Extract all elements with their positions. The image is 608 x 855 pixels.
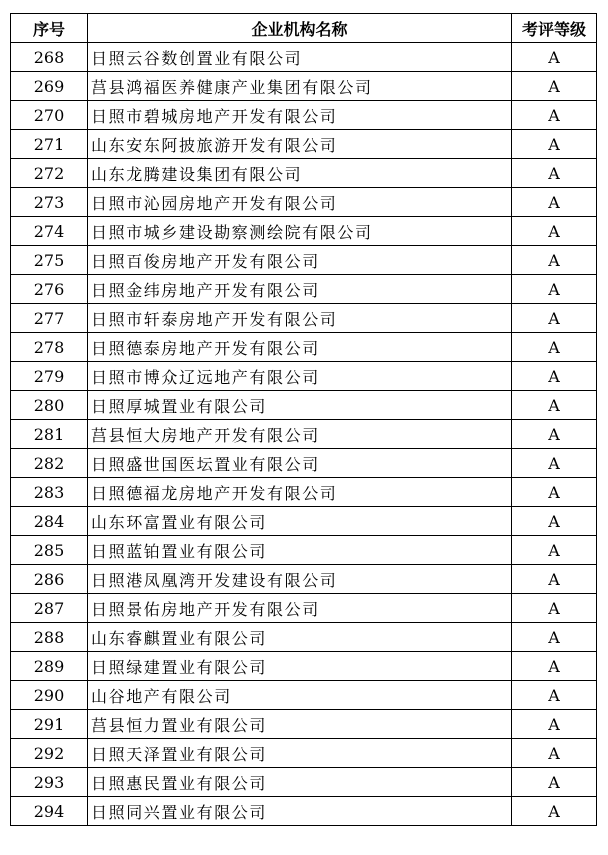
row-serial-number: 294 xyxy=(11,797,88,826)
row-rating-grade: A xyxy=(512,72,597,101)
row-enterprise-name: 山东环富置业有限公司 xyxy=(88,507,512,536)
table-row xyxy=(11,797,597,826)
row-serial-number: 268 xyxy=(11,43,88,72)
table-row xyxy=(11,246,597,275)
row-rating-grade: A xyxy=(512,623,597,652)
row-rating-grade: A xyxy=(512,362,597,391)
row-rating-grade: A xyxy=(512,652,597,681)
table-row xyxy=(11,507,597,536)
table-row xyxy=(11,594,597,623)
row-enterprise-name: 山谷地产有限公司 xyxy=(88,681,512,710)
row-rating-grade: A xyxy=(512,768,597,797)
row-enterprise-name: 日照港凤凰湾开发建设有限公司 xyxy=(88,565,512,594)
row-enterprise-name: 日照金纬房地产开发有限公司 xyxy=(88,275,512,304)
row-serial-number: 282 xyxy=(11,449,88,478)
table-row xyxy=(11,565,597,594)
row-rating-grade: A xyxy=(512,275,597,304)
row-serial-number: 273 xyxy=(11,188,88,217)
row-serial-number: 276 xyxy=(11,275,88,304)
row-enterprise-name: 日照惠民置业有限公司 xyxy=(88,768,512,797)
row-rating-grade: A xyxy=(512,681,597,710)
row-serial-number: 272 xyxy=(11,159,88,188)
row-serial-number: 277 xyxy=(11,304,88,333)
row-rating-grade: A xyxy=(512,246,597,275)
row-enterprise-name: 莒县恒力置业有限公司 xyxy=(88,710,512,739)
table-row xyxy=(11,43,597,72)
row-serial-number: 274 xyxy=(11,217,88,246)
row-rating-grade: A xyxy=(512,101,597,130)
row-serial-number: 283 xyxy=(11,478,88,507)
table-row xyxy=(11,275,597,304)
row-serial-number: 289 xyxy=(11,652,88,681)
table-row xyxy=(11,159,597,188)
row-enterprise-name: 日照绿建置业有限公司 xyxy=(88,652,512,681)
row-serial-number: 280 xyxy=(11,391,88,420)
table-row xyxy=(11,623,597,652)
table-row xyxy=(11,130,597,159)
row-rating-grade: A xyxy=(512,130,597,159)
row-rating-grade: A xyxy=(512,739,597,768)
row-rating-grade: A xyxy=(512,507,597,536)
row-rating-grade: A xyxy=(512,420,597,449)
row-enterprise-name: 日照市博众辽远地产有限公司 xyxy=(88,362,512,391)
row-enterprise-name: 日照蓝铂置业有限公司 xyxy=(88,536,512,565)
row-serial-number: 269 xyxy=(11,72,88,101)
row-enterprise-name: 山东睿麒置业有限公司 xyxy=(88,623,512,652)
row-enterprise-name: 山东安东阿披旅游开发有限公司 xyxy=(88,130,512,159)
row-serial-number: 293 xyxy=(11,768,88,797)
row-serial-number: 270 xyxy=(11,101,88,130)
table-row xyxy=(11,72,597,101)
header-enterprise-name: 企业机构名称 xyxy=(88,14,512,43)
row-enterprise-name: 日照市碧城房地产开发有限公司 xyxy=(88,101,512,130)
table-row xyxy=(11,739,597,768)
table-row xyxy=(11,710,597,739)
table-row xyxy=(11,536,597,565)
table-row xyxy=(11,362,597,391)
table-row xyxy=(11,652,597,681)
row-rating-grade: A xyxy=(512,797,597,826)
row-serial-number: 279 xyxy=(11,362,88,391)
table-body xyxy=(11,43,597,826)
row-enterprise-name: 日照天泽置业有限公司 xyxy=(88,739,512,768)
document-page xyxy=(10,13,596,826)
row-serial-number: 271 xyxy=(11,130,88,159)
table-row xyxy=(11,217,597,246)
row-rating-grade: A xyxy=(512,478,597,507)
row-serial-number: 284 xyxy=(11,507,88,536)
row-serial-number: 286 xyxy=(11,565,88,594)
row-serial-number: 275 xyxy=(11,246,88,275)
table-row xyxy=(11,391,597,420)
row-enterprise-name: 莒县鸿福医养健康产业集团有限公司 xyxy=(88,72,512,101)
row-serial-number: 292 xyxy=(11,739,88,768)
row-rating-grade: A xyxy=(512,391,597,420)
row-enterprise-name: 日照景佑房地产开发有限公司 xyxy=(88,594,512,623)
table-row xyxy=(11,333,597,362)
row-enterprise-name: 日照市轩泰房地产开发有限公司 xyxy=(88,304,512,333)
row-enterprise-name: 日照市城乡建设勘察测绘院有限公司 xyxy=(88,217,512,246)
row-serial-number: 291 xyxy=(11,710,88,739)
row-rating-grade: A xyxy=(512,449,597,478)
row-enterprise-name: 日照厚城置业有限公司 xyxy=(88,391,512,420)
table-row xyxy=(11,420,597,449)
table-row xyxy=(11,681,597,710)
header-serial-number: 序号 xyxy=(11,14,88,43)
row-serial-number: 278 xyxy=(11,333,88,362)
row-enterprise-name: 日照百俊房地产开发有限公司 xyxy=(88,246,512,275)
row-enterprise-name: 日照盛世国医坛置业有限公司 xyxy=(88,449,512,478)
table-row xyxy=(11,304,597,333)
enterprise-rating-table xyxy=(10,13,597,826)
row-enterprise-name: 日照云谷数创置业有限公司 xyxy=(88,43,512,72)
table-row xyxy=(11,768,597,797)
row-serial-number: 290 xyxy=(11,681,88,710)
row-serial-number: 287 xyxy=(11,594,88,623)
table-row xyxy=(11,449,597,478)
row-rating-grade: A xyxy=(512,159,597,188)
row-enterprise-name: 莒县恒大房地产开发有限公司 xyxy=(88,420,512,449)
row-enterprise-name: 日照德泰房地产开发有限公司 xyxy=(88,333,512,362)
row-enterprise-name: 日照德福龙房地产开发有限公司 xyxy=(88,478,512,507)
row-serial-number: 281 xyxy=(11,420,88,449)
row-rating-grade: A xyxy=(512,333,597,362)
row-rating-grade: A xyxy=(512,217,597,246)
row-rating-grade: A xyxy=(512,594,597,623)
table-row xyxy=(11,478,597,507)
row-rating-grade: A xyxy=(512,43,597,72)
header-rating-grade: 考评等级 xyxy=(512,14,597,43)
row-rating-grade: A xyxy=(512,565,597,594)
row-serial-number: 285 xyxy=(11,536,88,565)
table-row xyxy=(11,188,597,217)
row-rating-grade: A xyxy=(512,188,597,217)
row-enterprise-name: 山东龙腾建设集团有限公司 xyxy=(88,159,512,188)
row-enterprise-name: 日照同兴置业有限公司 xyxy=(88,797,512,826)
row-rating-grade: A xyxy=(512,710,597,739)
header-row xyxy=(11,14,597,43)
row-rating-grade: A xyxy=(512,536,597,565)
table-row xyxy=(11,101,597,130)
table-header xyxy=(11,14,597,43)
row-enterprise-name: 日照市沁园房地产开发有限公司 xyxy=(88,188,512,217)
row-serial-number: 288 xyxy=(11,623,88,652)
row-rating-grade: A xyxy=(512,304,597,333)
